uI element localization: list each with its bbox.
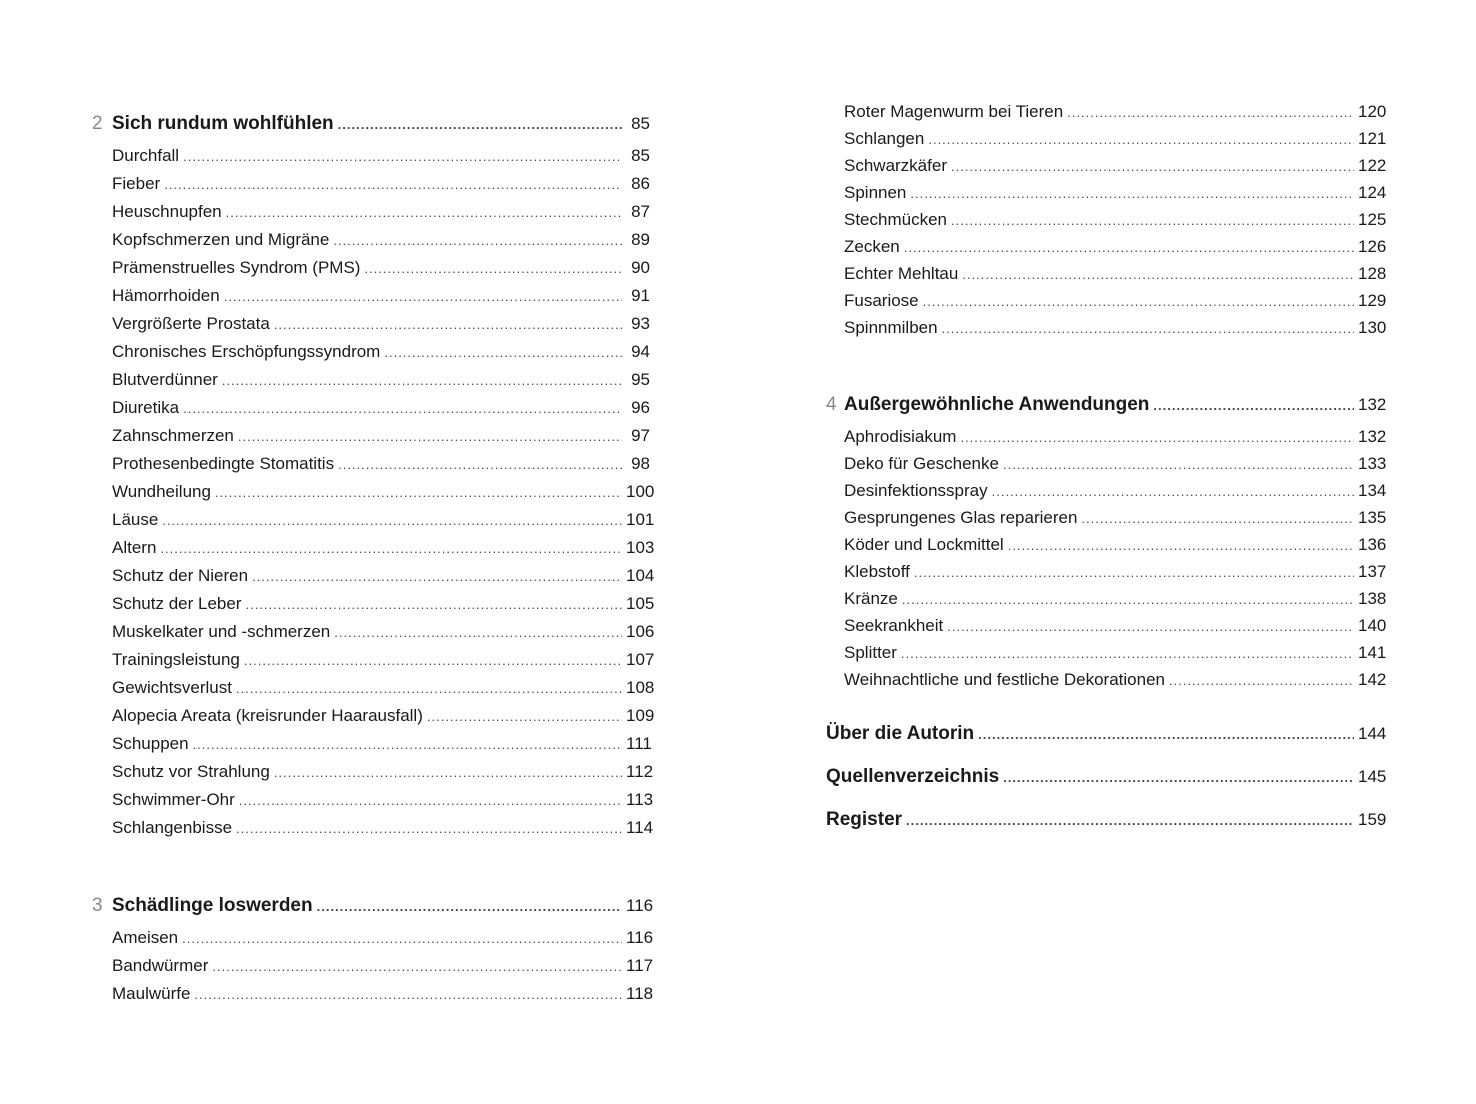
entry-title: Muskelkater und -schmerzen — [112, 622, 331, 641]
toc-entry[interactable] — [92, 650, 655, 678]
entry-title: Heuschnupfen — [112, 202, 222, 221]
dot-leader — [183, 401, 622, 416]
entry-title: Läuse — [112, 510, 159, 529]
page-number: 100 — [626, 482, 655, 501]
toc-entry[interactable] — [826, 237, 1387, 264]
toc-entry[interactable] — [92, 230, 650, 258]
toc-left-page — [92, 113, 655, 1012]
entry-title: Prämenstruelles Syndrom (PMS) — [112, 258, 361, 277]
entry-title: Maulwürfe — [112, 984, 191, 1003]
toc-entry[interactable] — [92, 314, 650, 342]
toc-entry[interactable] — [826, 129, 1387, 156]
dot-leader — [274, 317, 622, 332]
entry-title: Schutz der Nieren — [112, 566, 249, 585]
page-number: 132 — [1358, 395, 1387, 414]
entry-title: Köder und Lockmittel — [844, 535, 1004, 554]
page-number: 108 — [626, 678, 655, 697]
toc-entry[interactable] — [92, 370, 650, 398]
chapter-heading-2[interactable] — [92, 113, 650, 142]
toc-entry[interactable] — [92, 398, 650, 426]
entry-title: Aphrodisiakum — [844, 427, 957, 446]
dot-leader — [947, 619, 1354, 634]
entry-title: Roter Magenwurm bei Tieren — [844, 102, 1064, 121]
dot-leader — [1153, 398, 1354, 413]
back-matter-entry[interactable] — [826, 809, 1387, 852]
dot-leader — [928, 132, 1354, 147]
page-number: 111 — [626, 734, 652, 753]
toc-entry[interactable] — [92, 956, 654, 984]
dot-leader — [317, 899, 622, 914]
dot-leader — [239, 793, 622, 808]
page-number: 114 — [626, 818, 654, 837]
entry-title: Schuppen — [112, 734, 189, 753]
chapter-4-entries — [826, 427, 1387, 697]
dot-leader — [910, 186, 1354, 201]
toc-entry[interactable] — [826, 562, 1387, 589]
entry-title: Durchfall — [112, 146, 180, 165]
entry-title: Stechmücken — [844, 210, 947, 229]
toc-entry[interactable] — [92, 146, 650, 174]
entry-title: Über die Autorin — [826, 723, 975, 744]
entry-title: Wundheilung — [112, 482, 211, 501]
toc-entry[interactable] — [92, 818, 654, 846]
entry-title: Desinfektionsspray — [844, 481, 988, 500]
toc-entry[interactable] — [826, 427, 1387, 454]
page-number: 133 — [1358, 454, 1387, 473]
toc-entry[interactable] — [826, 670, 1387, 697]
back-matter-entry[interactable] — [826, 723, 1387, 766]
entry-title: Gesprungenes Glas reparieren — [844, 508, 1078, 527]
toc-entry[interactable] — [92, 984, 654, 1012]
entry-title: Spinnen — [844, 183, 907, 202]
toc-entry[interactable] — [92, 454, 650, 482]
entry-title: Hämorrhoiden — [112, 286, 220, 305]
dot-leader — [962, 267, 1354, 282]
entry-title: Schlangen — [844, 129, 925, 148]
page-number: 87 — [631, 202, 650, 221]
page-number: 94 — [631, 342, 650, 361]
dot-leader — [160, 541, 622, 556]
page-number: 141 — [1358, 643, 1387, 662]
dot-leader — [338, 457, 622, 472]
dot-leader — [252, 569, 622, 584]
page-number: 96 — [631, 398, 650, 417]
dot-leader — [334, 625, 622, 640]
page-number: 124 — [1358, 183, 1387, 202]
toc-entry[interactable] — [92, 678, 655, 706]
toc-entry[interactable] — [826, 102, 1387, 129]
entry-title: Fieber — [112, 174, 161, 193]
dot-leader — [238, 429, 622, 444]
entry-title: Vergrößerte Prostata — [112, 314, 270, 333]
page-number: 101 — [626, 510, 655, 529]
page-number: 121 — [1358, 129, 1387, 148]
toc-entry[interactable] — [92, 202, 650, 230]
dot-leader — [226, 205, 622, 220]
toc-entry[interactable] — [826, 454, 1387, 481]
dot-leader — [951, 213, 1354, 228]
toc-entry[interactable] — [826, 535, 1387, 562]
dot-leader — [183, 149, 622, 164]
page-number: 90 — [631, 258, 650, 277]
dot-leader — [274, 765, 622, 780]
page-number: 116 — [626, 928, 654, 947]
dot-leader — [902, 592, 1354, 607]
toc-entry[interactable] — [826, 318, 1387, 345]
page-number: 128 — [1358, 264, 1387, 283]
toc-entry[interactable] — [92, 342, 650, 370]
dot-leader — [244, 653, 622, 668]
dot-leader — [901, 646, 1354, 661]
chapter-3-entries — [92, 928, 654, 1012]
toc-entry[interactable] — [826, 183, 1387, 210]
page-number: 126 — [1358, 237, 1387, 256]
chapter-number: 4 — [826, 394, 837, 415]
dot-leader — [224, 289, 622, 304]
dot-leader — [923, 294, 1354, 309]
toc-entry[interactable] — [92, 566, 655, 594]
dot-leader — [364, 261, 622, 276]
page-number: 132 — [1358, 427, 1387, 446]
chapter-number: 2 — [92, 113, 103, 134]
page-number: 129 — [1358, 291, 1387, 310]
entry-title: Echter Mehltau — [844, 264, 959, 283]
dot-leader — [164, 177, 622, 192]
toc-entry[interactable] — [826, 589, 1387, 616]
chapter-title: Schädlinge loswerden — [112, 895, 313, 916]
toc-entry[interactable] — [826, 264, 1387, 291]
dot-leader — [333, 233, 622, 248]
entry-title: Prothesenbedingte Stomatitis — [112, 454, 335, 473]
entry-title: Spinnmilben — [844, 318, 938, 337]
dot-leader — [1003, 457, 1354, 472]
page-number: 122 — [1358, 156, 1387, 175]
chapter-heading-4[interactable] — [826, 394, 1387, 423]
toc-entry[interactable] — [92, 482, 655, 510]
entry-title: Blutverdünner — [112, 370, 218, 389]
dot-leader — [1067, 105, 1354, 120]
toc-entry[interactable] — [826, 210, 1387, 237]
dot-leader — [951, 159, 1354, 174]
page-number: 112 — [626, 762, 654, 781]
toc-entry[interactable] — [92, 174, 650, 202]
toc-entry[interactable] — [92, 734, 650, 762]
entry-title: Schutz der Leber — [112, 594, 242, 613]
back-matter-entries — [826, 723, 1387, 852]
page-number: 97 — [631, 426, 650, 445]
entry-title: Gewichtsverlust — [112, 678, 232, 697]
dot-leader — [906, 813, 1354, 828]
page-number: 136 — [1358, 535, 1387, 554]
dot-leader — [338, 117, 622, 132]
dot-leader — [212, 959, 622, 974]
dot-leader — [904, 240, 1354, 255]
entry-title: Klebstoff — [844, 562, 910, 581]
toc-entry[interactable] — [826, 643, 1387, 670]
chapter-title: Außergewöhnliche Anwendungen — [844, 394, 1150, 415]
chapter-2-entries — [92, 146, 655, 846]
page-number: 85 — [631, 146, 650, 165]
entry-title: Schwarzkäfer — [844, 156, 947, 175]
dot-leader — [384, 345, 622, 360]
entry-title: Altern — [112, 538, 157, 557]
entry-title: Zahnschmerzen — [112, 426, 234, 445]
toc-entry[interactable] — [826, 291, 1387, 318]
entry-title: Schwimmer-Ohr — [112, 790, 235, 809]
dot-leader — [1003, 770, 1354, 785]
chapter-heading-3[interactable] — [92, 895, 654, 924]
toc-entry[interactable] — [92, 538, 655, 566]
dot-leader — [236, 821, 622, 836]
entry-title: Trainingsleistung — [112, 650, 240, 669]
entry-title: Seekrankheit — [844, 616, 944, 635]
page-number: 117 — [626, 956, 654, 975]
entry-title: Ameisen — [112, 928, 179, 947]
toc-entry[interactable] — [92, 928, 654, 956]
dot-leader — [992, 484, 1354, 499]
dot-leader — [236, 681, 622, 696]
page-number: 113 — [626, 790, 654, 809]
entry-title: Kopfschmerzen und Migräne — [112, 230, 330, 249]
toc-entry[interactable] — [92, 594, 655, 622]
page-number: 103 — [626, 538, 655, 557]
entry-title: Register — [826, 809, 903, 830]
dot-leader — [942, 321, 1354, 336]
dot-leader — [427, 709, 622, 724]
page-number: 98 — [631, 454, 650, 473]
page-number: 95 — [631, 370, 650, 389]
toc-entry[interactable] — [826, 616, 1387, 643]
page-number: 93 — [631, 314, 650, 333]
entry-title: Quellenverzeichnis — [826, 766, 1000, 787]
page-number: 116 — [626, 896, 654, 915]
page-number: 138 — [1358, 589, 1387, 608]
dot-leader — [215, 485, 622, 500]
page-number: 142 — [1358, 670, 1387, 689]
dot-leader — [978, 727, 1354, 742]
dot-leader — [193, 737, 622, 752]
dot-leader — [1081, 511, 1354, 526]
toc-entry[interactable] — [92, 510, 655, 538]
page-number: 106 — [626, 622, 655, 641]
page-number: 144 — [1358, 724, 1387, 743]
toc-entry[interactable] — [92, 258, 650, 286]
page-number: 159 — [1358, 810, 1387, 829]
dot-leader — [960, 430, 1354, 445]
page-number: 120 — [1358, 102, 1387, 121]
entry-title: Zecken — [844, 237, 900, 256]
entry-title: Schutz vor Strahlung — [112, 762, 270, 781]
page-number: 118 — [626, 984, 654, 1003]
toc-entry[interactable] — [826, 508, 1387, 535]
toc-entry[interactable] — [92, 790, 654, 818]
dot-leader — [914, 565, 1354, 580]
dot-leader — [245, 597, 622, 612]
page-number: 130 — [1358, 318, 1387, 337]
entry-title: Splitter — [844, 643, 897, 662]
page-number: 89 — [631, 230, 650, 249]
dot-leader — [222, 373, 622, 388]
back-matter-entry[interactable] — [826, 766, 1387, 809]
toc-entry[interactable] — [92, 622, 655, 650]
page-number: 86 — [631, 174, 650, 193]
dot-leader — [194, 987, 622, 1002]
chapter-number: 3 — [92, 895, 103, 916]
entry-title: Deko für Geschenke — [844, 454, 999, 473]
toc-entry[interactable] — [826, 156, 1387, 183]
page-number: 104 — [626, 566, 655, 585]
page-number: 145 — [1358, 767, 1387, 786]
page-number: 85 — [631, 114, 650, 133]
entry-title: Fusariose — [844, 291, 919, 310]
page-number: 135 — [1358, 508, 1387, 527]
entry-title: Diuretika — [112, 398, 180, 417]
toc-entry[interactable] — [92, 426, 650, 454]
chapter-3-continued-entries — [826, 102, 1387, 345]
entry-title: Weihnachtliche und festliche Dekorationen — [844, 670, 1165, 689]
toc-entry[interactable] — [92, 286, 650, 314]
page-number: 91 — [631, 286, 650, 305]
toc-right-page — [826, 102, 1387, 852]
dot-leader — [1169, 673, 1354, 688]
page-number: 134 — [1358, 481, 1387, 500]
page-number: 137 — [1358, 562, 1387, 581]
page-number: 105 — [626, 594, 655, 613]
entry-title: Kränze — [844, 589, 898, 608]
entry-title: Bandwürmer — [112, 956, 209, 975]
entry-title: Chronisches Erschöpfungssyndrom — [112, 342, 381, 361]
toc-entry[interactable] — [826, 481, 1387, 508]
entry-title: Alopecia Areata (kreisrunder Haarausfall) — [112, 706, 423, 725]
page-number: 109 — [626, 706, 655, 725]
page-number: 107 — [626, 650, 655, 669]
dot-leader — [182, 931, 622, 946]
dot-leader — [162, 513, 622, 528]
toc-entry[interactable] — [92, 706, 655, 734]
chapter-title: Sich rundum wohlfühlen — [112, 113, 334, 134]
page-number: 140 — [1358, 616, 1387, 635]
page-number: 125 — [1358, 210, 1387, 229]
toc-entry[interactable] — [92, 762, 654, 790]
entry-title: Schlangenbisse — [112, 818, 233, 837]
dot-leader — [1008, 538, 1354, 553]
